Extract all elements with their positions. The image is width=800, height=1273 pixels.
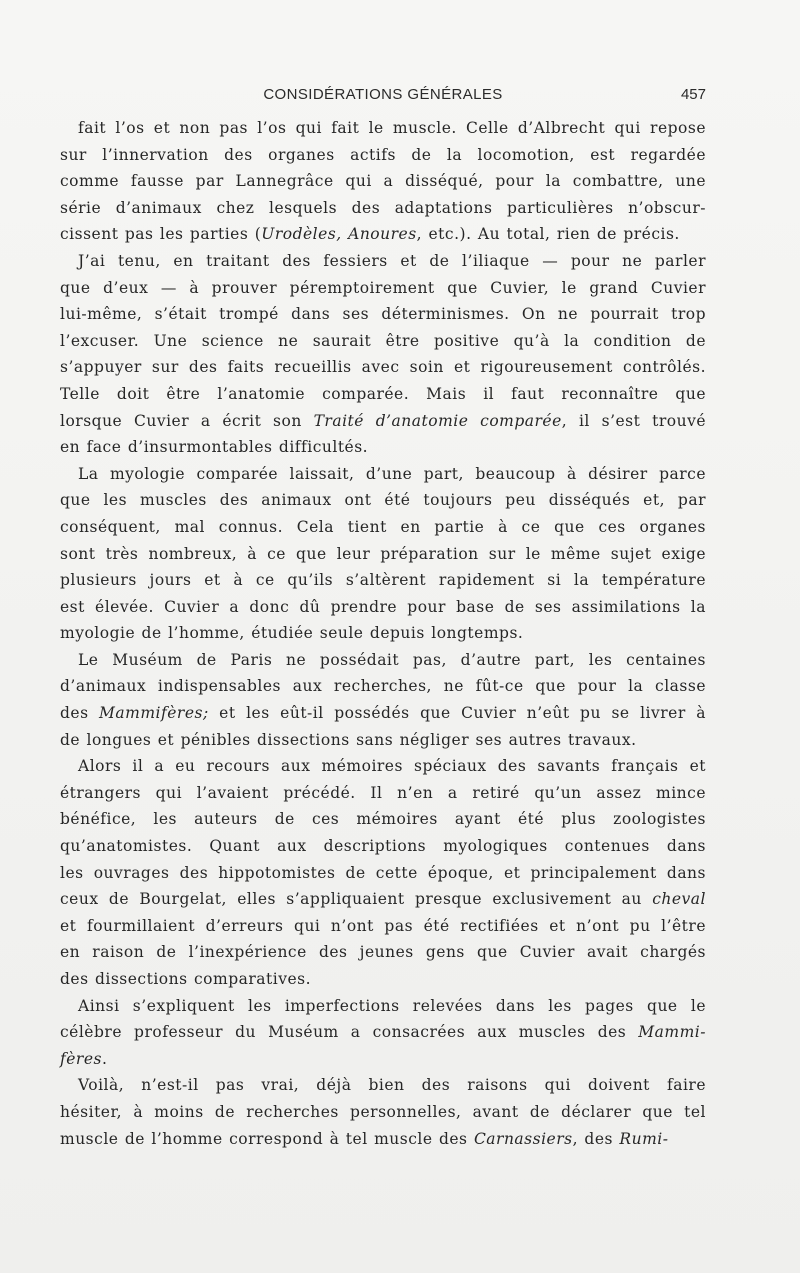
italic-text: Traité d’anatomie comparée — [313, 411, 562, 430]
text-line: des dissections comparatives. — [60, 970, 312, 988]
body-text — [60, 115, 706, 1152]
text-line: s’appuyer sur des faits recueillis avec soin et rigoureusement contrôlés. — [60, 358, 706, 377]
paragraph — [60, 993, 706, 1073]
text-line: en raison de l’inexpérience des jeunes gens que Cuvier avait chargés — [60, 943, 706, 962]
text-line: de longues et pénibles dissections sans négliger ses autres travaux. — [60, 730, 637, 749]
text-line: bénéfice, les auteurs de ces mémoires ayant été plus zoologistes — [60, 810, 706, 829]
text-line — [60, 408, 706, 435]
text-line — [60, 221, 706, 248]
text-run: cissent pas les parties ( — [60, 225, 262, 244]
text-line: est élevée. Cuvier a donc dû prendre pour base de ses assimilations la — [60, 597, 706, 616]
text-line: myologie de l’homme, étudiée seule depuis longtemps. — [60, 624, 524, 643]
text-run: et les eût-il possédés que Cuvier n’eût pu se livrer à — [208, 704, 706, 723]
text-line: La myologie comparée laissait, d’une part, beaucoup à désirer parce — [78, 464, 706, 483]
text-run: ceux de Bourgelat, elles s’appliquaient presque exclusivement au — [60, 890, 653, 909]
text-line: sont très nombreux, à ce que leur préparation sur le même sujet exige — [60, 544, 706, 563]
italic-text: Urodèles, Anoures — [261, 225, 417, 244]
text-line: les ouvrages des hippotomistes de cette époque, et principalement dans — [60, 863, 706, 882]
text-run: , des — [572, 1129, 620, 1148]
text-line — [60, 1126, 706, 1153]
text-line — [60, 886, 706, 913]
page-header — [60, 82, 706, 108]
running-head: CONSIDÉRATIONS GÉNÉRALES — [263, 86, 503, 103]
text-line: plusieurs jours et à ce qu’ils s’altèrent rapidement si la température — [60, 571, 706, 590]
text-run: , il s’est trouvé — [561, 411, 706, 430]
text-run: , etc.). Au total, rien de précis. — [416, 225, 680, 244]
text-line: que les muscles des animaux ont été toujours peu disséqués et, par — [60, 491, 706, 510]
text-line: en face d’insurmontables difficultés. — [60, 438, 369, 457]
paragraph — [60, 753, 706, 992]
text-line: Le Muséum de Paris ne possédait pas, d’autre part, les centaines — [78, 650, 706, 669]
text-line: série d’animaux chez lesquels des adaptations particulières n’obscur- — [60, 198, 706, 217]
text-run: des — [60, 704, 100, 723]
italic-text: Mammi- — [638, 1023, 706, 1042]
text-run: . — [101, 1049, 108, 1068]
text-line: Voilà, n’est-il pas vrai, déjà bien des raisons qui doivent faire — [78, 1076, 706, 1095]
paragraph — [60, 1072, 706, 1152]
text-line: fait l’os et non pas l’os qui fait le muscle. Celle d’Albrecht qui repose — [78, 119, 706, 137]
text-line: d’animaux indispensables aux recherches, ne fût-ce que pour la classe — [60, 677, 706, 696]
text-line: sur l’innervation des organes actifs de la locomotion, est regardée — [60, 145, 706, 164]
italic-text: fères — [60, 1049, 102, 1068]
text-line: et fourmillaient d’erreurs qui n’ont pas été rectifiées et n’ont pu l’être — [60, 916, 706, 935]
text-line: l’excuser. Une science ne saurait être positive qu’à la condition de — [60, 331, 706, 350]
text-line — [60, 1019, 706, 1046]
text-line: étrangers qui l’avaient précédé. Il n’en a retiré qu’un assez mince — [60, 783, 706, 802]
paragraph — [60, 115, 706, 248]
text-line: conséquent, mal connus. Cela tient en partie à ce que ces organes — [60, 517, 706, 536]
text-run: célèbre professeur du Muséum a consacrées aux muscles des — [60, 1023, 639, 1042]
text-line: lui-même, s’était trompé dans ses déterminismes. On ne pourrait trop — [60, 305, 706, 324]
text-line: comme fausse par Lannegrâce qui a disséqué, pour la combattre, une — [60, 172, 706, 191]
paragraph — [60, 248, 706, 461]
text-line — [60, 1046, 706, 1073]
text-run: lorsque Cuvier a écrit son — [60, 411, 314, 430]
text-line: hésiter, à moins de recherches personnelles, avant de déclarer que tel — [60, 1102, 706, 1121]
text-run: muscle de l’homme correspond à tel muscle des — [60, 1129, 474, 1148]
italic-text: Rumi- — [619, 1129, 669, 1148]
text-line: J’ai tenu, en traitant des fessiers et de l’iliaque — pour ne parler — [78, 251, 706, 270]
page-number: 457 — [680, 86, 706, 103]
italic-text: Carnassiers — [473, 1129, 573, 1148]
text-line: Telle doit être l’anatomie comparée. Mais il faut reconnaître que — [60, 384, 706, 403]
text-line — [60, 700, 706, 727]
text-line: que d’eux — à prouver péremptoirement que Cuvier, le grand Cuvier — [60, 278, 706, 297]
paragraph — [60, 647, 706, 753]
text-line: Alors il a eu recours aux mémoires spéciaux des savants français et — [78, 757, 706, 776]
italic-text: cheval — [652, 890, 706, 909]
text-line: qu’anatomistes. Quant aux descriptions myologiques contenues dans — [60, 837, 706, 856]
paragraph — [60, 461, 706, 647]
text-line: Ainsi s’expliquent les imperfections relevées dans les pages que le — [78, 996, 706, 1015]
italic-text: Mammifères; — [99, 704, 209, 723]
